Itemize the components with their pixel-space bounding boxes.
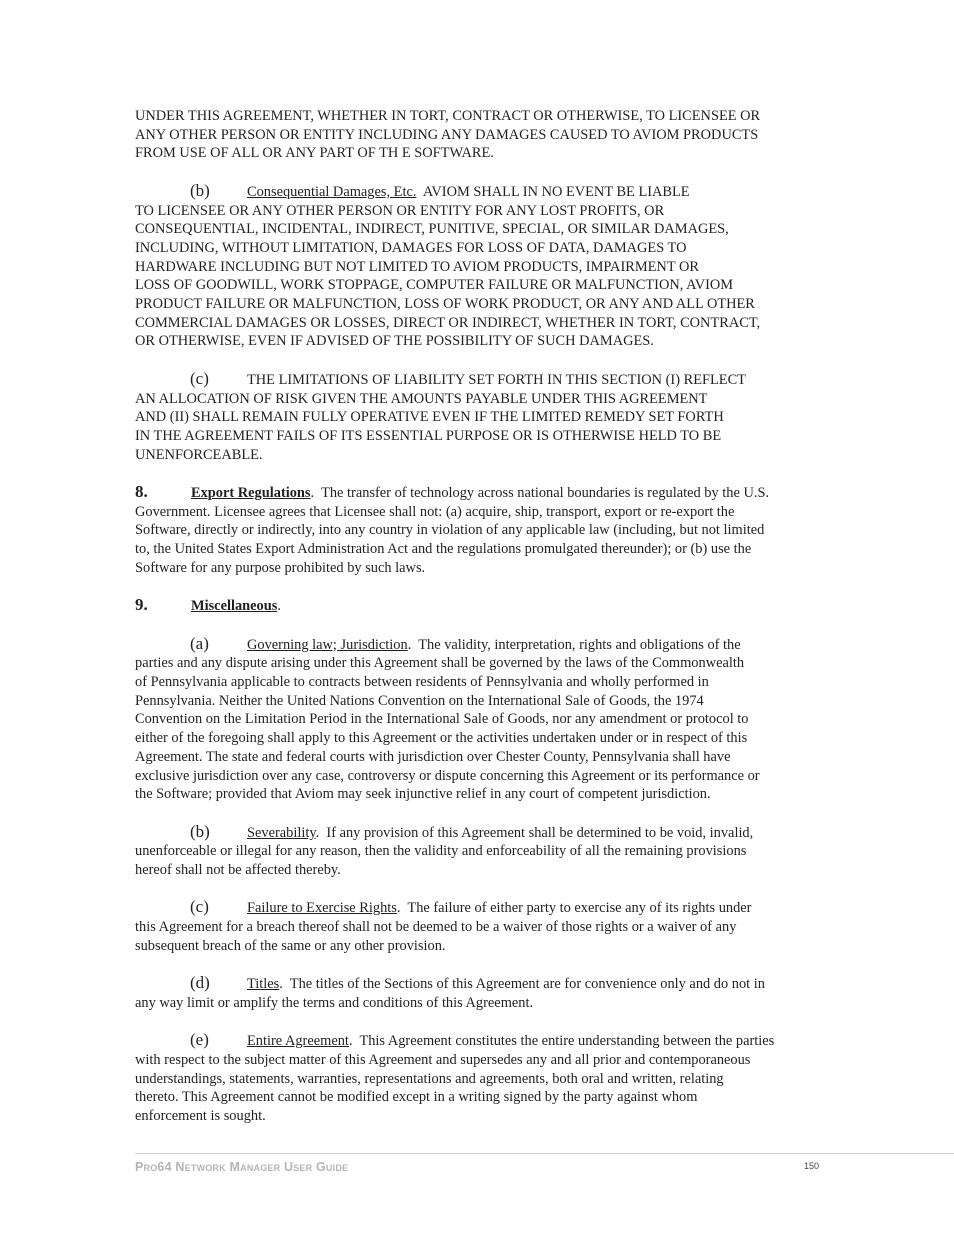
subsection-label: (c) xyxy=(190,368,209,388)
document-body xyxy=(135,107,821,1145)
text-line: enforcement is sought. xyxy=(135,1108,266,1125)
paragraph-text: . If any provision of this Agreement shall be determined to be void, invalid, xyxy=(315,824,754,841)
paragraph-text: . The titles of the Sections of this Agreement are for convenience only and do not in xyxy=(279,976,765,993)
text-line: Pennsylvania. Neither the United Nations Convention on the International Sale of Goods, the 1974 xyxy=(135,692,704,709)
paragraph-text: AVIOM SHALL IN NO EVENT BE LIABLE xyxy=(416,183,690,200)
text-line: AN ALLOCATION OF RISK GIVEN THE AMOUNTS PAYABLE UNDER THIS AGREEMENT xyxy=(135,390,708,407)
subsection-heading: Governing law; Jurisdiction xyxy=(247,636,408,653)
paragraph-9b xyxy=(135,823,821,880)
subsection-heading: Titles xyxy=(247,976,280,993)
paragraph-text: . The transfer of technology across national boundaries is regulated by the U.S. xyxy=(310,485,770,502)
text-line: UNDER THIS AGREEMENT, WHETHER IN TORT, CONTRACT OR OTHERWISE, TO LICENSEE OR xyxy=(135,108,761,124)
subsection-heading: Consequential Damages, Etc. xyxy=(247,183,417,200)
paragraph-first-line xyxy=(135,635,821,655)
subsection-heading: Failure to Exercise Rights xyxy=(247,900,397,917)
text-line: TO LICENSEE OR ANY OTHER PERSON OR ENTITY FOR ANY LOST PROFITS, OR xyxy=(135,202,665,219)
section-8-export-regulations xyxy=(135,483,821,578)
subsection-heading: Entire Agreement xyxy=(247,1033,349,1050)
paragraph-first-line xyxy=(135,898,821,918)
subsection-label: (a) xyxy=(190,633,209,653)
paragraph-first-line xyxy=(135,1031,821,1051)
footer-divider xyxy=(135,1153,954,1154)
text-line: OR OTHERWISE, EVEN IF ADVISED OF THE POSSIBILITY OF SUCH DAMAGES. xyxy=(135,333,654,350)
text-line: FROM USE OF ALL OR ANY PART OF TH E SOFTWARE. xyxy=(135,145,494,162)
text-line: Software for any purpose prohibited by such laws. xyxy=(135,559,426,576)
text-line: unenforceable or illegal for any reason, then the validity and enforceability of all the remaining provisions xyxy=(135,843,747,860)
text-line: to, the United States Export Administration Act and the regulations promulgated thereunder); or (b) use the xyxy=(135,541,752,558)
text-line: of Pennsylvania applicable to contracts between residents of Pennsylvania and wholly performed in xyxy=(135,674,709,691)
text-line: parties and any dispute arising under this Agreement shall be governed by the laws of the Commonwealth xyxy=(135,655,745,672)
subsection-label: (c) xyxy=(190,897,209,917)
section-heading-tail: . xyxy=(277,598,281,615)
paragraph-9d xyxy=(135,974,821,1012)
section-number: 9. xyxy=(135,595,148,615)
paragraph-first-line xyxy=(135,182,821,202)
text-line: Government. Licensee agrees that Licensee shall not: (a) acquire, ship, transport, export or re-export the xyxy=(135,503,735,520)
text-line: UNENFORCEABLE. xyxy=(135,446,263,463)
section-first-line xyxy=(135,596,821,616)
text-line: this Agreement for a breach thereof shall not be deemed to be a waiver of those rights or a waiver of any xyxy=(135,919,737,936)
paragraph-text: . The validity, interpretation, rights and obligations of the xyxy=(407,636,741,653)
text-line: HARDWARE INCLUDING BUT NOT LIMITED TO AVIOM PRODUCTS, IMPAIRMENT OR xyxy=(135,258,699,275)
text-line: AND (II) SHALL REMAIN FULLY OPERATIVE EVEN IF THE LIMITED REMEDY SET FORTH xyxy=(135,409,724,426)
text-line: any way limit or amplify the terms and conditions of this Agreement. xyxy=(135,994,534,1011)
paragraph-first-line xyxy=(135,974,821,994)
paragraph-7c xyxy=(135,370,821,465)
section-first-line xyxy=(135,483,821,503)
text-line: understandings, statements, warranties, representations and agreements, both oral and written, relating xyxy=(135,1070,724,1087)
paragraph-first-line xyxy=(135,370,821,390)
paragraph-7b xyxy=(135,182,821,351)
subsection-label: (b) xyxy=(190,821,210,841)
text-line: subsequent breach of the same or any other provision. xyxy=(135,937,446,954)
paragraph-9e xyxy=(135,1031,821,1126)
text-line: exclusive jurisdiction over any case, controversy or dispute concerning this Agreement or its performance or xyxy=(135,767,760,784)
paragraph-text: THE LIMITATIONS OF LIABILITY SET FORTH IN THIS SECTION (I) REFLECT xyxy=(247,371,746,388)
section-heading: Export Regulations xyxy=(191,485,311,502)
text-line: hereof shall not be affected thereby. xyxy=(135,862,341,879)
paragraph-text: . The failure of either party to exercise any of its rights under xyxy=(396,900,752,917)
text-line: IN THE AGREEMENT FAILS OF ITS ESSENTIAL PURPOSE OR IS OTHERWISE HELD TO BE xyxy=(135,427,722,444)
paragraph-7a-continuation xyxy=(135,107,821,163)
section-heading: Miscellaneous xyxy=(191,598,278,615)
paragraph-9a xyxy=(135,635,821,804)
text-line: thereto. This Agreement cannot be modified except in a writing signed by the party against whom xyxy=(135,1089,698,1106)
text-line: COMMERCIAL DAMAGES OR LOSSES, DIRECT OR INDIRECT, WHETHER IN TORT, CONTRACT, xyxy=(135,314,761,331)
text-line: PRODUCT FAILURE OR MALFUNCTION, LOSS OF WORK PRODUCT, OR ANY AND ALL OTHER xyxy=(135,296,755,313)
section-9-miscellaneous xyxy=(135,596,821,616)
paragraph-text: . This Agreement constitutes the entire understanding between the parties xyxy=(348,1033,775,1050)
subsection-label: (e) xyxy=(190,1030,209,1050)
subsection-label: (b) xyxy=(190,180,210,200)
text-line: Convention on the Limitation Period in the International Sale of Goods, nor any amendment or protocol to xyxy=(135,711,749,728)
paragraph-first-line xyxy=(135,823,821,843)
paragraph-9c xyxy=(135,898,821,955)
footer-guide-title: Pro64 Network Manager User Guide xyxy=(135,1160,349,1174)
text-line: ANY OTHER PERSON OR ENTITY INCLUDING ANY DAMAGES CAUSED TO AVIOM PRODUCTS xyxy=(135,126,759,143)
page-number: 150 xyxy=(804,1161,820,1171)
text-line: Software, directly or indirectly, into any country in violation of any applicable law (including, but not limited xyxy=(135,522,765,539)
subsection-heading: Severability xyxy=(247,824,316,841)
text-line: the Software; provided that Aviom may seek injunctive relief in any court of competent jurisdiction. xyxy=(135,786,711,803)
text-line: LOSS OF GOODWILL, WORK STOPPAGE, COMPUTER FAILURE OR MALFUNCTION, AVIOM xyxy=(135,277,734,294)
text-line: INCLUDING, WITHOUT LIMITATION, DAMAGES FOR LOSS OF DATA, DAMAGES TO xyxy=(135,239,687,256)
subsection-label: (d) xyxy=(190,973,210,993)
text-line: Agreement. The state and federal courts with jurisdiction over Chester County, Pennsylvania shall have xyxy=(135,748,731,765)
text-line: with respect to the subject matter of this Agreement and supersedes any and all prior and contemporaneous xyxy=(135,1052,751,1069)
text-line: either of the foregoing shall apply to this Agreement or the activities undertaken under or in respect of this xyxy=(135,730,748,747)
text-line: CONSEQUENTIAL, INCIDENTAL, INDIRECT, PUNITIVE, SPECIAL, OR SIMILAR DAMAGES, xyxy=(135,221,729,238)
section-number: 8. xyxy=(135,482,148,502)
